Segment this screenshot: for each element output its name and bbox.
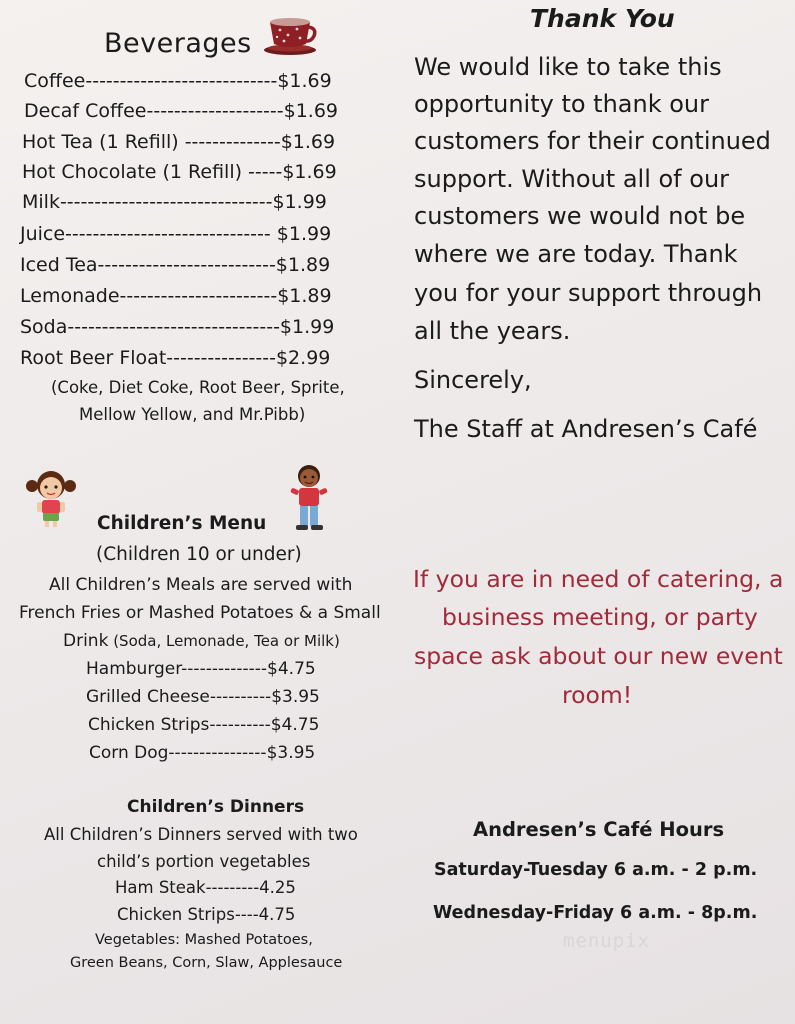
beverage-item: Hot Chocolate (1 Refill) -----$1.69 [22,161,337,183]
childrens-menu-desc [63,631,340,651]
thank-you-line: all the years. [414,317,571,345]
beverage-item: Coffee----------------------------$1.69 [24,70,332,92]
catering-line: business meeting, or party [442,603,758,631]
drink-label: Drink [63,631,109,651]
coffee-cup-icon [262,14,320,56]
catering-line: space ask about our new event [414,642,783,670]
childrens-menu-item: Grilled Cheese----------$3.95 [86,687,320,707]
hours-line: Saturday-Tuesday 6 a.m. - 2 p.m. [434,860,758,880]
thank-you-line: We would like to take this [414,53,722,81]
hours-line: Wednesday-Friday 6 a.m. - 8p.m. [433,903,758,923]
childrens-dinners-item: Ham Steak---------4.25 [115,878,296,897]
girl-icon [24,468,78,530]
childrens-menu-subtitle: (Children 10 or under) [96,544,302,565]
catering-line: room! [562,681,633,709]
thank-you-line: support. Without all of our [414,165,730,193]
childrens-menu-item: Hamburger--------------$4.75 [86,659,316,679]
vegetables-list: Green Beans, Corn, Slaw, Applesauce [70,955,343,971]
beverage-item: Soda-------------------------------$1.99 [20,316,335,338]
beverage-item: Decaf Coffee--------------------$1.69 [24,100,339,122]
thank-you-line: opportunity to thank our [414,90,709,118]
beverage-item: Milk-------------------------------$1.99 [22,191,327,213]
childrens-dinners-desc: All Children’s Dinners served with two [44,825,358,844]
thank-you-line: you for your support through [414,279,763,307]
childrens-menu-item: Corn Dog----------------$3.95 [89,743,316,763]
childrens-menu-desc: French Fries or Mashed Potatoes & a Small [19,603,381,623]
drink-options: (Soda, Lemonade, Tea or Milk) [108,632,340,650]
childrens-menu-desc: All Children’s Meals are served with [49,575,353,595]
closing: Sincerely, [414,366,532,394]
hours-title: Andresen’s Café Hours [473,818,725,841]
childrens-menu-item: Chicken Strips----------$4.75 [88,715,320,735]
beverage-item: Iced Tea--------------------------$1.89 [20,254,331,276]
childrens-dinners-item: Chicken Strips----4.75 [117,905,296,924]
beverage-note: (Coke, Diet Coke, Root Beer, Sprite, [51,378,345,397]
thank-you-line: customers for their continued [414,127,771,155]
watermark: menupix [563,930,651,952]
childrens-dinners-title: Children’s Dinners [127,797,305,817]
catering-line: If you are in need of catering, a [413,565,784,593]
thank-you-line: where we are today. Thank [414,240,738,268]
beverages-title: Beverages [104,28,252,59]
boy-icon [284,464,334,532]
signature: The Staff at Andresen’s Café [414,415,758,443]
vegetables-list: Vegetables: Mashed Potatoes, [95,932,313,948]
beverage-item: Lemonade-----------------------$1.89 [20,285,332,307]
beverage-note: Mellow Yellow, and Mr.Pibb) [79,405,306,424]
beverage-item: Root Beer Float----------------$2.99 [20,347,331,369]
beverage-item: Hot Tea (1 Refill) --------------$1.69 [22,131,336,153]
thank-you-line: customers we would not be [414,202,746,230]
beverage-item: Juice------------------------------ $1.99 [20,223,332,245]
thank-you-title: Thank You [530,4,675,33]
childrens-dinners-desc: child’s portion vegetables [97,852,311,871]
childrens-menu-title: Children’s Menu [97,513,267,534]
